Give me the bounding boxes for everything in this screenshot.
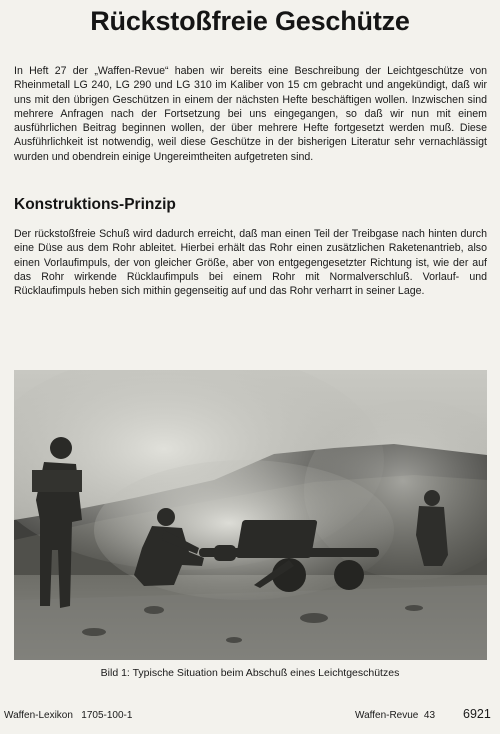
- section-heading: Konstruktions-Prinzip: [14, 196, 176, 213]
- footer-magazine: Waffen-Revue 43: [355, 710, 436, 721]
- intro-paragraph: In Heft 27 der „Waffen-Revue“ haben wir bereits eine Beschreibung der Leichtgeschütze von Rheinmetall LG 240, LG 290 und LG 310 im Kaliber von 15 cm gebracht und angekündigt, daß wir uns mit den übrigen Geschützen in einem der nächsten Hefte beschäftigen wollen. Inzwischen sind mehrere Anfragen nach der Fortsetzung bei uns eingegangen, so daß wir nun mit einem ausführlichen Beitrag beginnen wollen, der über mehrere Hefte fortgesetzt werden muß. Diese Ausführlichkeit ist notwendig, weil diese Geschütze in der bisherigen Literatur sehr vernachlässigt wurden und obendrein einige Ungereimtheiten aufgetreten sind.: [14, 65, 487, 163]
- photo-recoilless-gun-firing: [14, 370, 487, 660]
- page-title: Rückstoßfreie Geschütze: [90, 6, 410, 36]
- photo-caption: Bild 1: Typische Situation beim Abschuß eines Leichtgeschützes: [100, 667, 400, 679]
- page-number: 6921: [463, 707, 491, 721]
- footer-series: Waffen-Lexikon 1705-100-1: [4, 710, 133, 721]
- section-paragraph: Der rückstoßfreie Schuß wird dadurch erreicht, daß man einen Teil der Treibgase nach hinten durch eine Düse aus dem Rohr ableitet. Hierbei erhält das Rohr einen zusätzlichen Raketenantrieb, also einen Vorlaufimpuls, der von gleicher Größe, aber von entgegengesetzter Richtung ist, wie der auf das Rohr wirkende Rücklaufimpuls bei einem Rohr mit Normalverschluß. Vorlauf- und Rücklaufimpuls heben sich mithin gegenseitig auf und das Rohr verharrt in seiner Lage.: [14, 228, 487, 298]
